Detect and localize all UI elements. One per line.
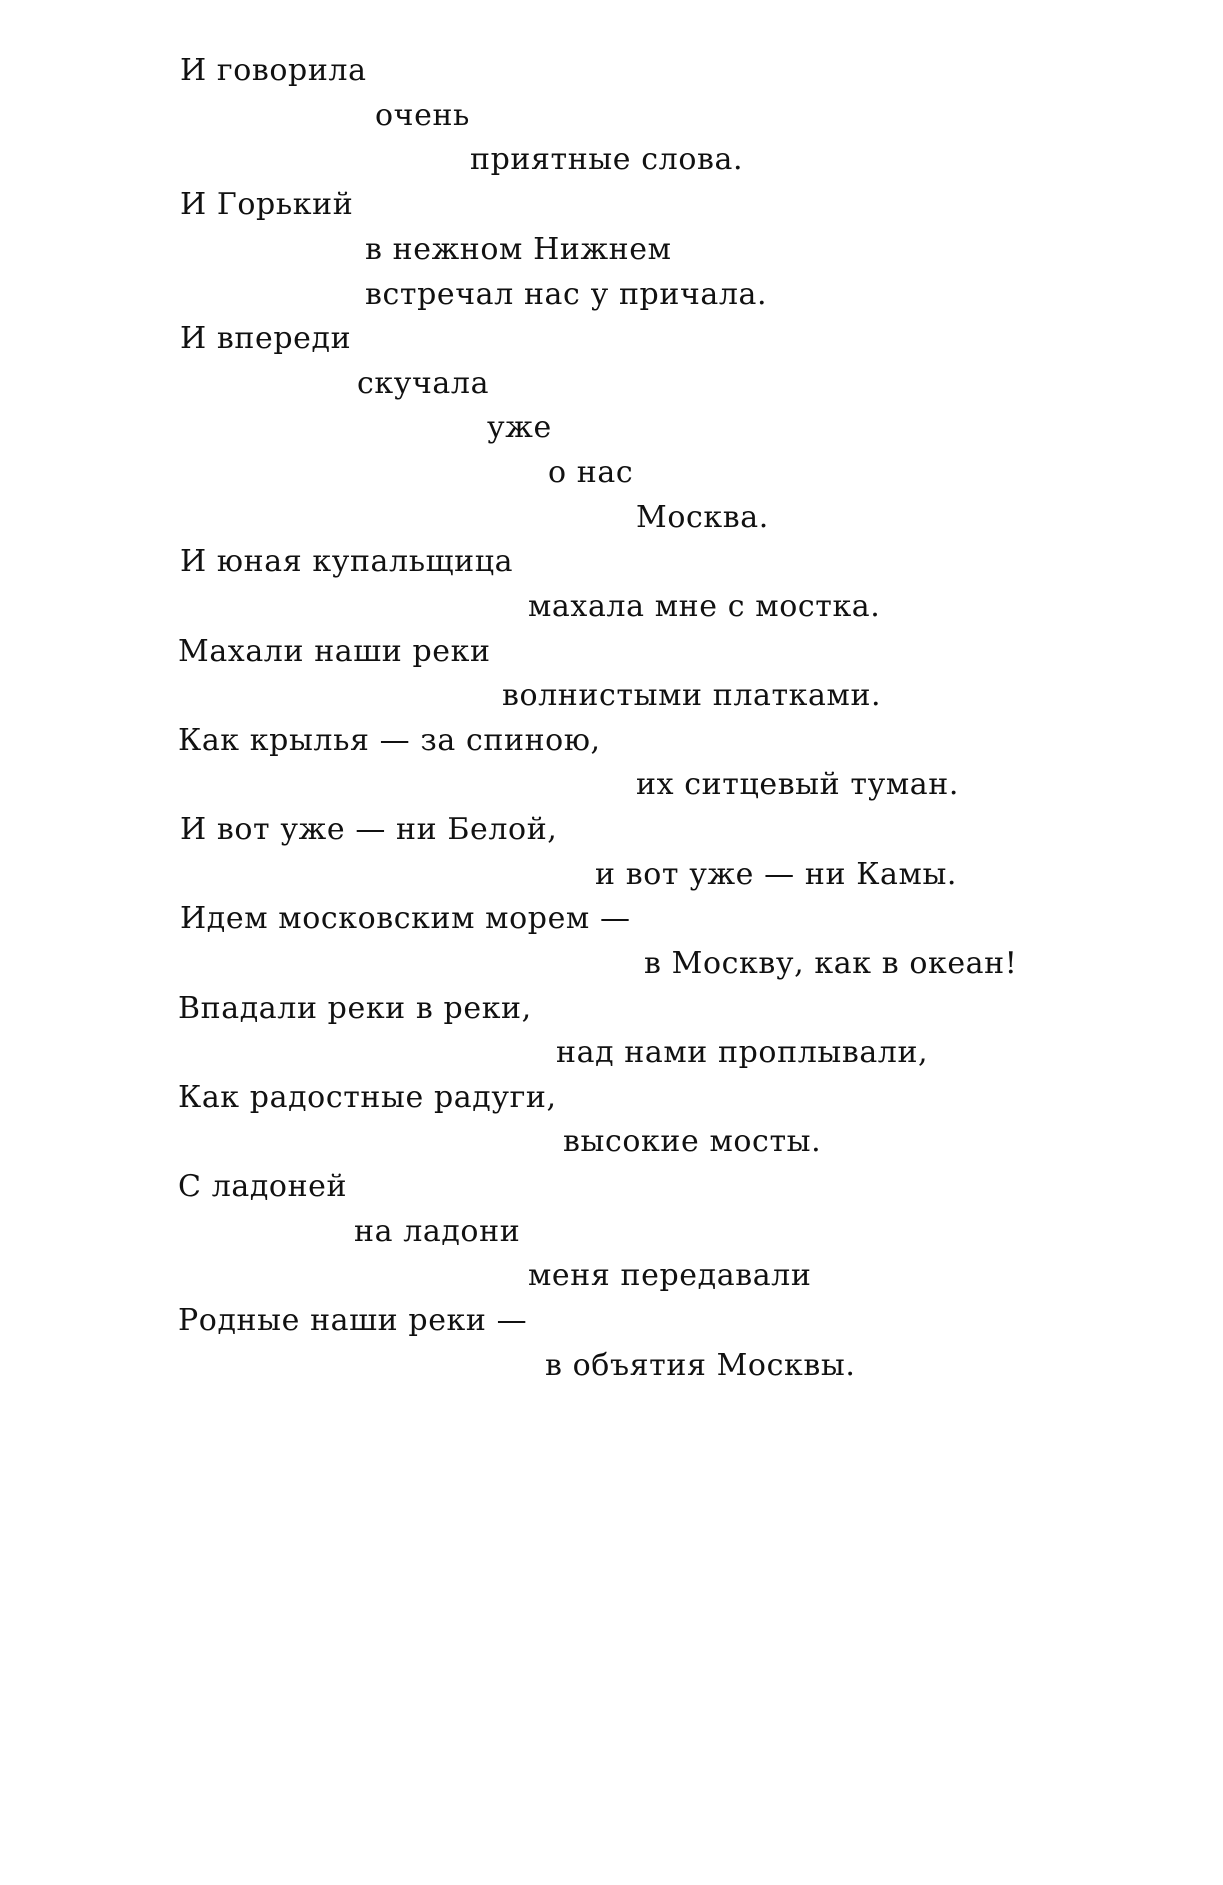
poem-line-1: И говорила: [180, 53, 367, 88]
poem-line-7: И впереди: [180, 321, 352, 356]
poem-line-14: Махали наши реки: [178, 634, 491, 669]
poem-line-27: на ладони: [354, 1214, 521, 1249]
poem-line-13: махала мне с мостка.: [528, 589, 881, 624]
poem-line-20: Идем московским морем —: [180, 901, 631, 936]
poem-line-4: И Горький: [180, 187, 354, 222]
poem-line-11: Москва.: [636, 500, 769, 535]
poem-line-3: приятные слова.: [470, 142, 744, 177]
poem-line-6: встречал нас у причала.: [365, 277, 768, 312]
poem-line-29: Родные наши реки —: [178, 1303, 528, 1338]
poem-line-21: в Москву, как в океан!: [644, 946, 1018, 981]
poem-line-18: И вот уже — ни Белой,: [180, 812, 558, 847]
poem-line-24: Как радостные радуги,: [178, 1080, 557, 1115]
poem-line-8: скучала: [357, 366, 490, 401]
poem-line-12: И юная купальщица: [180, 544, 514, 579]
poem-line-16: Как крылья — за спиною,: [178, 723, 601, 758]
poem-line-5: в нежном Нижнем: [365, 232, 672, 267]
poem-line-25: высокие мосты.: [563, 1124, 822, 1159]
poem-line-23: над нами проплывали,: [556, 1035, 929, 1070]
poem-line-30: в объятия Москвы.: [545, 1348, 856, 1383]
poem-line-28: меня передавали: [528, 1258, 812, 1293]
poem-line-26: С ладоней: [178, 1169, 348, 1204]
poem-line-9: уже: [487, 410, 552, 445]
poem-line-10: о нас: [548, 455, 634, 490]
poem-line-19: и вот уже — ни Камы.: [595, 857, 958, 892]
poem-line-17: их ситцевый туман.: [636, 767, 959, 802]
poem-line-15: волнистыми платками.: [502, 678, 882, 713]
poem-line-22: Впадали реки в реки,: [178, 991, 532, 1026]
poem-line-2: очень: [375, 98, 470, 133]
